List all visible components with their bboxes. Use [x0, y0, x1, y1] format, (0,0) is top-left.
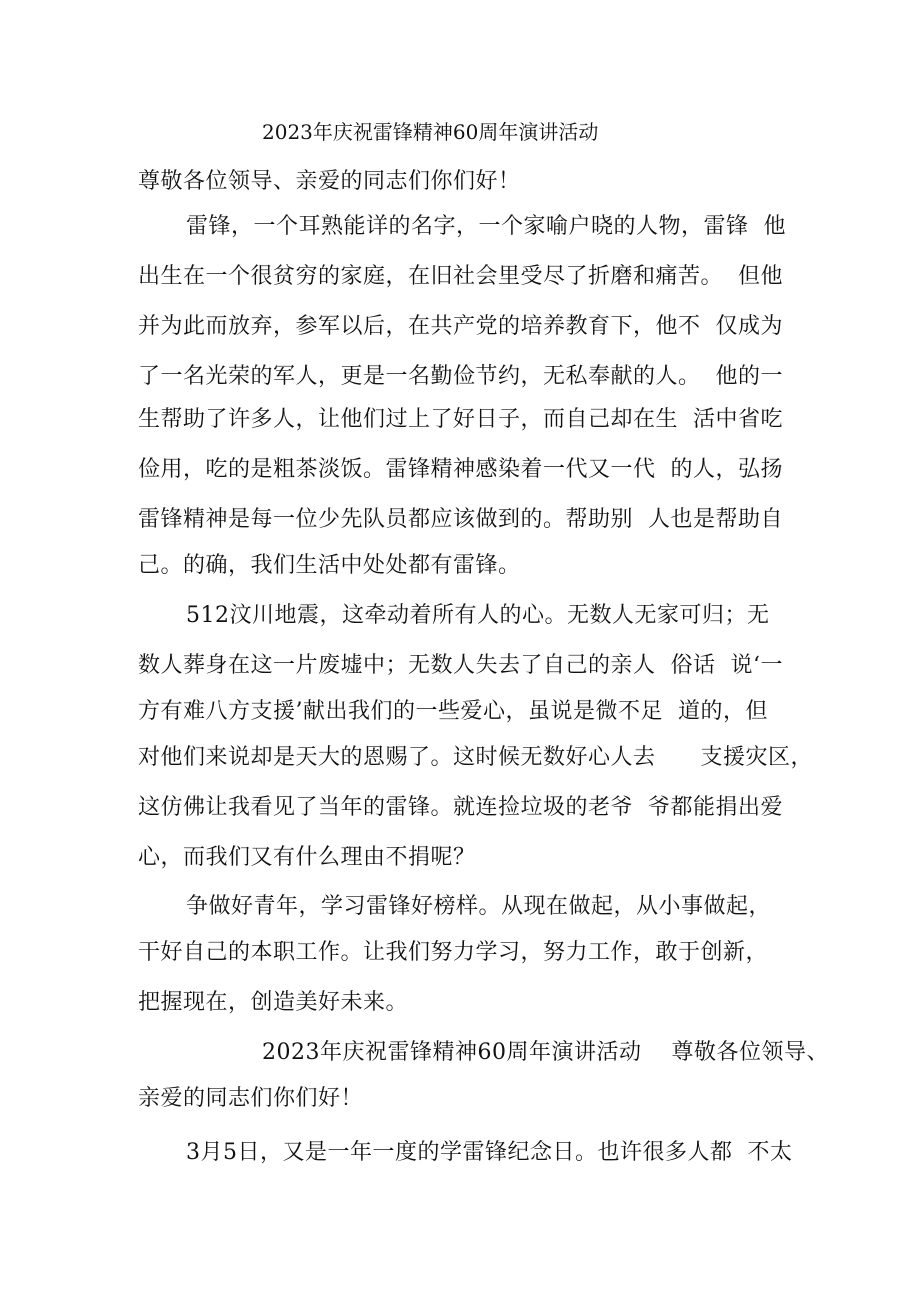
paragraph-line: 心，而我们又有什么理由不捐呢？ [138, 845, 476, 870]
paragraph-line: 争做好青年，学习雷锋好榜样。从现在做起，从小事做起， [186, 894, 772, 919]
paragraph-line: 出生在一个很贫穷的家庭，在旧社会里受尽了折磨和痛苦。 但他 [138, 264, 783, 289]
paragraph-line: 干好自己的本职工作。让我们努力学习，努力工作，敢于创新， [138, 940, 769, 965]
paragraph-line: 把握现在，创造美好未来。 [138, 990, 409, 1015]
paragraph-line: 生帮助了许多人，让他们过上了好日子，而自己却在生 活中省吃 [138, 407, 783, 432]
paragraph-line: 数人葬身在这一片废墟中；无数人失去了自己的亲人 俗话 说‘一 [138, 653, 783, 678]
paragraph-line: 这仿佛让我看见了当年的雷锋。就连捡垃圾的老爷 爷都能捐出爱 [138, 795, 783, 820]
paragraph-line: 了一名光荣的军人，更是一名勤俭节约，无私奉献的人。 他的一 [138, 364, 783, 389]
paragraph-line: 己。的确，我们生活中处处都有雷锋。 [138, 553, 521, 578]
greeting-line: 尊敬各位领导、亲爱的同志们你们好！ [138, 169, 521, 194]
paragraph-line: 3月5日，又是一年一度的学雷锋纪念日。也许很多人都 不太 [186, 1140, 793, 1165]
repeated-title-line: 2023年庆祝雷锋精神60周年演讲活动 尊敬各位领导、 [262, 1040, 829, 1065]
paragraph-line: 512汶川地震，这牵动着所有人的心。无数人无家可归；无 [186, 603, 770, 628]
paragraph-line: 雷锋，一个耳熟能详的名字，一个家喻户晓的人物，雷锋 他 [186, 214, 786, 239]
paragraph-line: 并为此而放弃，参军以后，在共产党的培养教育下，他不 仅成为 [138, 314, 783, 339]
paragraph-line: 雷锋精神是每一位少先队员都应该做到的。帮助别 人也是帮助自 [138, 507, 783, 532]
document-title: 2023年庆祝雷锋精神60周年演讲活动 [262, 120, 599, 144]
paragraph-line: 对他们来说却是天大的恩赐了。这时候无数好心人去 支援灾区， [138, 745, 813, 770]
greeting-line: 亲爱的同志们你们好！ [138, 1086, 364, 1111]
paragraph-line: 俭用，吃的是粗茶淡饭。雷锋精神感染着一代又一代 的人，弘扬 [138, 457, 783, 482]
paragraph-line: 方有难八方支援’献出我们的一些爱心，虽说是微不足 道的，但 [138, 699, 768, 724]
